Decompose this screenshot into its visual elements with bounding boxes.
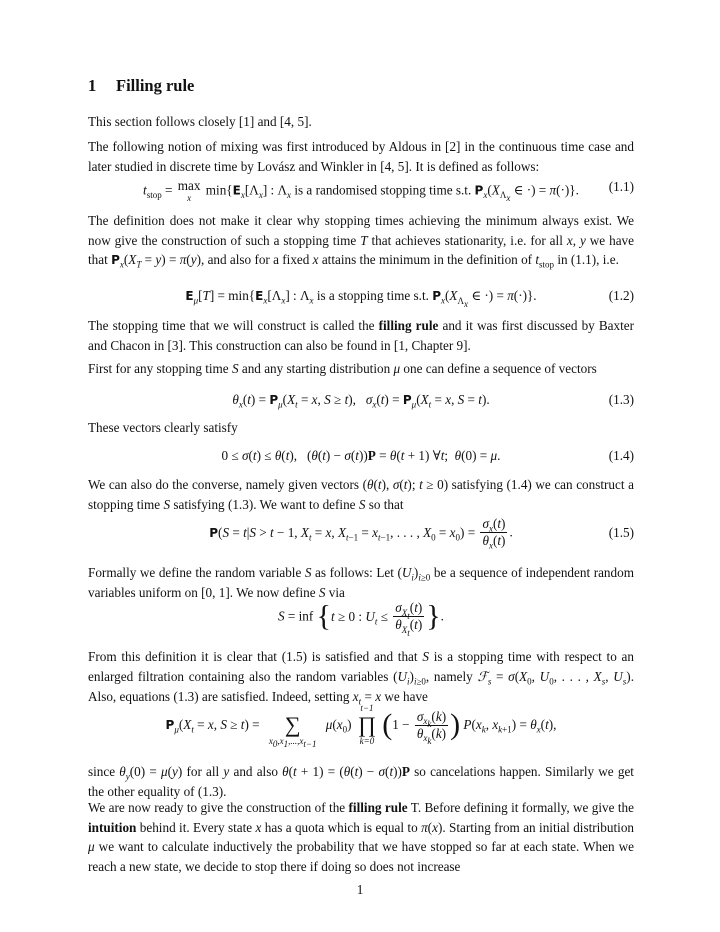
equation-1-5: P(S = t|S > t − 1, $X_t = x$, $X_{t-1} = x_{t-1}$, . . . , $X_0 = x_0$) = $\frac{\sigma_x(t)}{\theta_x(t)}$ . (1.5) — [209, 516, 634, 551]
paragraph-since: since $\theta_y(0) = \mu(y)$ for all y and also θ(t + 1) = (θ(t) − σ(t))P so cancelations happen. Similarly we get the other equality of (1.3). — [88, 764, 634, 799]
paragraph-filling-rule-intro: The stopping time that we will construct is called the filling rule and it was first discussed by Baxter and Chacon in [3]. This construction can also be found in [1, Chapter 9]. — [88, 318, 634, 353]
section-heading — [88, 76, 194, 96]
paragraph-mixing-notion: The following notion of mixing was first introduced by Aldous in [2] in the continuous time case and later studied in discrete time by Lovász and Winkler in [4, 5]. It is defined as follows: — [88, 139, 634, 174]
equation-1-3: $\theta_x(t) = P_\mu(X_t = x$, S ≥ t), $\sigma_x(t) = P_\mu(X_t = x$, S = t). (1.3) — [232, 392, 634, 410]
equation-1-1-text: is a randomised stopping time s.t. — [294, 182, 472, 198]
paragraph-filling-rule-construction: We are now ready to give the construction of the filling rule T. Before defining it formally, we give the intuition behind it. Every state x has a quota which is equal to π(x). Starting from an initial distribution μ we want to calculate inductively the probability that we have stopped so far at each state. When we reach a new state, we decide to stop there if doing so does not increase — [88, 800, 635, 874]
equation-1-1-body: $t_{stop}$ = max x $\min\{E_x[\Lambda_x]$ : $\Lambda_x$ is a randomised stopping time s.t. $P_x(X_{\Lambda_x}$ ∈ ·) = π(·)}. — [143, 178, 579, 203]
equation-1-1 — [88, 179, 634, 209]
equation-tag: (1.1) — [608, 179, 634, 194]
equation-tag: (1.4) — [608, 448, 634, 463]
equation-1-4: 0 ≤ σ(t) ≤ θ(t), (θ(t) − σ(t))P = θ(t + 1) ∀t; θ(0) = μ. (1.4) — [221, 448, 634, 463]
equation-1-2-text: is a stopping time s.t. — [316, 288, 429, 303]
section-number: 1 — [88, 76, 97, 95]
paragraph-definition: The definition does not make it clear why stopping times achieving the minimum always exist. We now give the construction of such a stopping time T that achieves stationarity, i.e. for all x, y we have that $P_x(X_T = y) = \pi(y)$, and also for a fixed x attains the minimum in the definition of $t_{stop}$ in (1.1), i.e. — [88, 213, 634, 270]
equation-s-definition: S = inf {t ≥ 0 : $U_t$ ≤ $\frac{\sigma_{X_t}(t)}{\theta_{X_t}(t)}$ }. — [278, 599, 444, 638]
equation-product: $P_\mu(X_t = x$, S ≥ t) = ∑ $x_0,x_1,...,x_{t-1}$ $\mu(x_0)$ t−1 ∏ k=0 (1 − $\frac{\sigma_{x_k}(k)}{\theta_{x_k}(k)}$ ) $P(x_k$, $x_{k+1}) = \theta_x(t)$, — [165, 703, 557, 749]
equation-tag: (1.2) — [608, 288, 634, 303]
paragraph-converse: We can also do the converse, namely given vectors (θ(t), σ(t); t ≥ 0) satisfying (1.4) we can construct a stopping time S satisfying (1.3). We want to define S so that — [88, 477, 634, 512]
section-title: Filling rule — [116, 76, 195, 95]
equation-tag: (1.3) — [608, 392, 634, 407]
paragraph-from-definition: From this definition it is clear that (1.5) is satisfied and that S is a stopping time with respect to an enlarged filtration containing also the random variables $(U_i)_{i\ge 0}$, namely ℱ$_s$ = $\sigma(X_0$, $U_0$, . . . , $X_s$, $U_s$). Also, equations (1.3) are satisfied. Indeed, setting $x_t = x$ we have — [88, 649, 635, 707]
page-number: 1 — [356, 882, 364, 897]
paragraph-intro: This section follows closely [1] and [4, 5]. — [88, 114, 312, 129]
equation-tag: (1.5) — [608, 525, 634, 540]
equation-1-2: $E_\mu[T] = \min\{E_x[\Lambda_x]$ : $\Lambda_x$ is a stopping time s.t. $P_x(X_{\Lambda_x}$ ∈ ·) = π(·)}. (1.2) — [185, 288, 634, 309]
paragraph-vectors: First for any stopping time S and any starting distribution μ one can define a sequence of vectors — [88, 361, 597, 376]
paragraph-satisfy: These vectors clearly satisfy — [88, 420, 238, 435]
paragraph-formal-definition: Formally we define the random variable S as follows: Let $(U_i)_{i\ge 0}$ be a sequence of independent random variables uniform on [0, 1]. We now define S via — [88, 565, 634, 600]
